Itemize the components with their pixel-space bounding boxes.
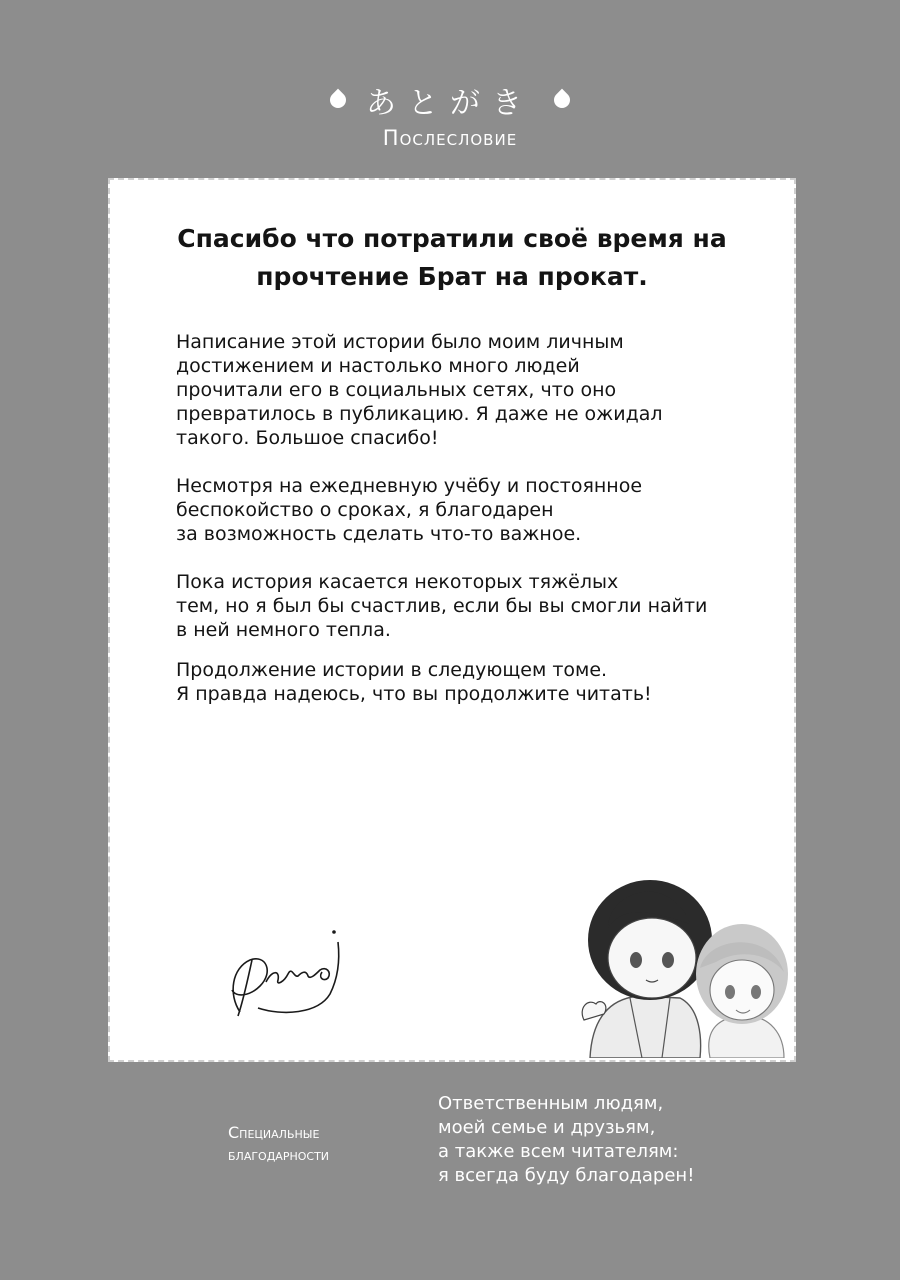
paragraph-line: Пока история касается некоторых тяжёлых bbox=[176, 571, 619, 593]
letter-paragraph-1 bbox=[176, 330, 766, 450]
letter-paragraph-3 bbox=[176, 570, 766, 642]
paragraph-line: тем, но я был бы счастлив, если бы вы смогли найти bbox=[176, 595, 708, 617]
paragraph-line: за возможность сделать что-то важное. bbox=[176, 523, 582, 545]
letter-paper bbox=[108, 178, 796, 1062]
drop-left-icon bbox=[327, 89, 350, 112]
paragraph-line: такого. Большое спасибо! bbox=[176, 427, 439, 449]
chibi-characters-illustration bbox=[570, 848, 790, 1058]
letter-title-line: Спасибо что потратили своё время на bbox=[177, 224, 727, 253]
special-thanks-line: я всегда буду благодарен! bbox=[438, 1165, 695, 1186]
paragraph-line: достижением и настолько много людей bbox=[176, 355, 580, 377]
special-thanks-line: моей семье и друзьям, bbox=[438, 1117, 656, 1138]
letter-title-line: прочтение Брат на прокат. bbox=[256, 262, 648, 291]
letter-paragraph-2 bbox=[176, 474, 766, 546]
japanese-title: あとがき bbox=[366, 86, 534, 121]
letter-title bbox=[110, 220, 794, 296]
afterword-japanese-header bbox=[0, 78, 900, 122]
special-thanks-line: Ответственным людям, bbox=[438, 1093, 664, 1114]
paragraph-line: в ней немного тепла. bbox=[176, 619, 391, 641]
paragraph-line: превратилось в публикацию. Я даже не ожидал bbox=[176, 403, 663, 425]
afterword-russian-title: Послесловие bbox=[382, 126, 518, 150]
paragraph-line: Продолжение истории в следующем томе. bbox=[176, 659, 608, 681]
special-thanks-label-line: Специальные bbox=[228, 1123, 320, 1142]
paragraph-line: Несмотря на ежедневную учёбу и постоянное bbox=[176, 475, 643, 497]
drop-right-icon bbox=[551, 89, 574, 112]
paragraph-line: прочитали его в социальных сетях, что оно bbox=[176, 379, 617, 401]
author-signature bbox=[222, 920, 362, 1020]
special-thanks-line: а также всем читателям: bbox=[438, 1141, 679, 1162]
paragraph-line: Я правда надеюсь, что вы продолжите читать! bbox=[176, 683, 652, 705]
paragraph-line: Написание этой истории было моим личным bbox=[176, 331, 624, 353]
special-thanks-label bbox=[228, 1122, 329, 1166]
paragraph-line: беспокойство о сроках, я благодарен bbox=[176, 499, 554, 521]
letter-paragraph-4 bbox=[176, 658, 766, 706]
special-thanks-text bbox=[438, 1092, 694, 1188]
special-thanks-label-line: благодарности bbox=[228, 1145, 330, 1164]
